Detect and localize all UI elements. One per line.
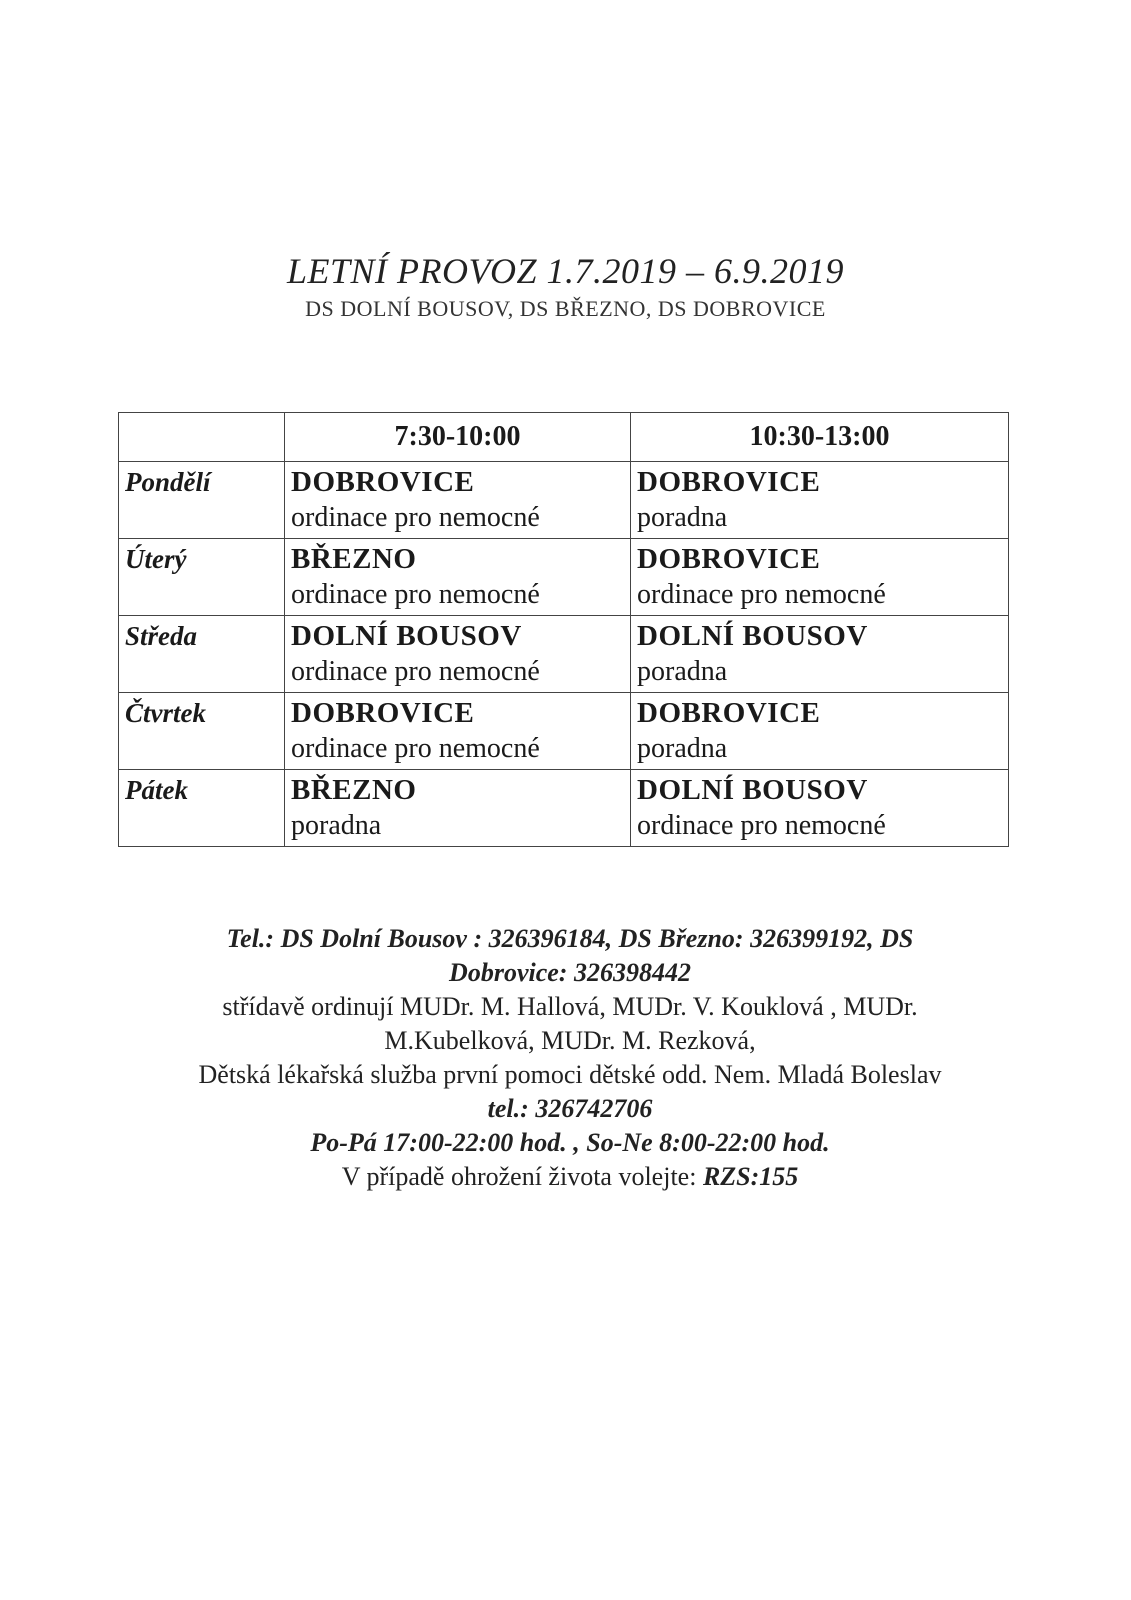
- morning-cell: [285, 616, 631, 693]
- location-name: DOLNÍ BOUSOV: [637, 620, 868, 652]
- column-header-midday: 10:30-13:00: [631, 413, 1009, 462]
- service-type: poradna: [637, 656, 728, 687]
- table-row: [119, 539, 1009, 616]
- morning-cell: [285, 770, 631, 847]
- service-type: ordinace pro nemocné: [291, 733, 540, 764]
- location-name: DOBROVICE: [637, 543, 821, 575]
- service-type: ordinace pro nemocné: [291, 656, 540, 687]
- location-name: BŘEZNO: [291, 543, 417, 575]
- page-title: LETNÍ PROVOZ 1.7.2019 – 6.9.2019: [287, 251, 844, 291]
- schedule-table: [118, 412, 1009, 847]
- location-name: DOBROVICE: [291, 697, 475, 729]
- emergency-phone: tel.: 326742706: [487, 1094, 653, 1123]
- midday-cell: [631, 616, 1009, 693]
- contact-info: [100, 922, 1040, 1194]
- location-name: DOLNÍ BOUSOV: [291, 620, 522, 652]
- midday-cell: [631, 770, 1009, 847]
- life-threat-notice: [100, 1160, 1040, 1194]
- day-cell: Pondělí: [119, 462, 285, 539]
- doctors-line-2: M.Kubelková, MUDr. M. Rezková,: [384, 1026, 756, 1055]
- day-cell: Středa: [119, 616, 285, 693]
- table-row: [119, 462, 1009, 539]
- location-name: DOBROVICE: [637, 697, 821, 729]
- service-type: ordinace pro nemocné: [291, 579, 540, 610]
- doctors-line-1: střídavě ordinují MUDr. M. Hallová, MUDr. V. Kouklová , MUDr.: [222, 992, 918, 1021]
- table-header-row: [119, 413, 1009, 462]
- morning-cell: [285, 693, 631, 770]
- table-row: [119, 616, 1009, 693]
- morning-cell: [285, 462, 631, 539]
- table-row: [119, 770, 1009, 847]
- location-name: DOBROVICE: [637, 466, 821, 498]
- location-name: DOBROVICE: [291, 466, 475, 498]
- midday-cell: [631, 462, 1009, 539]
- column-header-day: [119, 413, 285, 462]
- service-type: ordinace pro nemocné: [291, 502, 540, 533]
- service-type: poradna: [637, 733, 728, 764]
- location-name: BŘEZNO: [291, 774, 417, 806]
- location-name: DOLNÍ BOUSOV: [637, 774, 868, 806]
- day-cell: Čtvrtek: [119, 693, 285, 770]
- table-row: [119, 693, 1009, 770]
- emergency-hours: Po-Pá 17:00-22:00 hod. , So-Ne 8:00-22:00 hod.: [310, 1128, 830, 1157]
- morning-cell: [285, 539, 631, 616]
- phone-numbers-line-1: Tel.: DS Dolní Bousov : 326396184, DS Březno: 326399192, DS: [226, 924, 914, 953]
- life-threat-text: V případě ohrožení života volejte:: [341, 1162, 703, 1191]
- day-cell: Úterý: [119, 539, 285, 616]
- phone-numbers-line-2: Dobrovice: 326398442: [449, 958, 691, 987]
- service-type: ordinace pro nemocné: [637, 579, 886, 610]
- service-type: poradna: [291, 810, 382, 841]
- day-cell: Pátek: [119, 770, 285, 847]
- emergency-service: Dětská lékařská služba první pomoci dětské odd. Nem. Mladá Boleslav: [198, 1060, 942, 1089]
- service-type: poradna: [637, 502, 728, 533]
- midday-cell: [631, 693, 1009, 770]
- rescue-number: RZS:155: [702, 1162, 799, 1191]
- column-header-morning: 7:30-10:00: [285, 413, 631, 462]
- service-type: ordinace pro nemocné: [637, 810, 886, 841]
- page-subtitle: DS DOLNÍ BOUSOV, DS BŘEZNO, DS DOBROVICE: [305, 296, 826, 321]
- midday-cell: [631, 539, 1009, 616]
